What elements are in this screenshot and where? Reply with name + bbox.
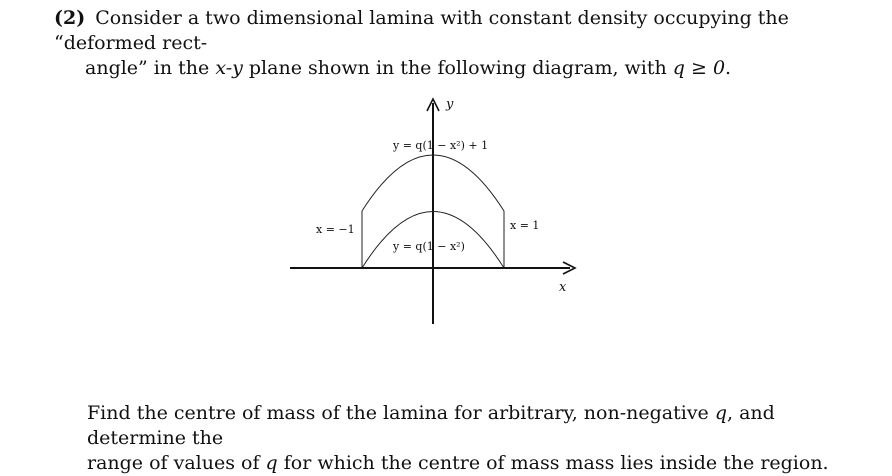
problem-line-2-end: . — [725, 57, 732, 79]
question-statement — [87, 401, 867, 476]
right-edge-label: x = 1 — [510, 219, 540, 232]
question-line-2-end: for which the centre of mass mass lies inside the region. — [277, 452, 829, 474]
q-variable: q — [714, 402, 728, 424]
q-condition: q ≥ 0 — [672, 57, 726, 79]
lower-curve-label: y = q(1 − x²) — [393, 240, 465, 253]
upper-curve-label: y = q(1 − x²) + 1 — [393, 139, 489, 152]
y-axis-label: y — [446, 97, 454, 112]
plane-variables: x-y — [215, 57, 243, 79]
x-axis-label: x — [559, 280, 567, 295]
question-line-2 — [87, 452, 829, 474]
problem-line-1: Consider a two dimensional lamina with constant density occupying the “deformed rect- — [54, 7, 789, 54]
question-line-1 — [87, 402, 775, 449]
problem-number: (2) — [54, 7, 86, 29]
problem-line-2-middle: plane shown in the following diagram, with — [242, 57, 673, 79]
q-variable-2: q — [265, 452, 278, 474]
left-edge-label: x = −1 — [316, 223, 355, 236]
question-line-2-start: range of values of — [87, 452, 266, 474]
question-line-1-start: Find the centre of mass of the lamina for arbitrary, non-negative — [87, 402, 715, 424]
question-line-1-end: , and determine the — [87, 402, 775, 449]
problem-line-2-start: angle” in the — [85, 57, 216, 79]
